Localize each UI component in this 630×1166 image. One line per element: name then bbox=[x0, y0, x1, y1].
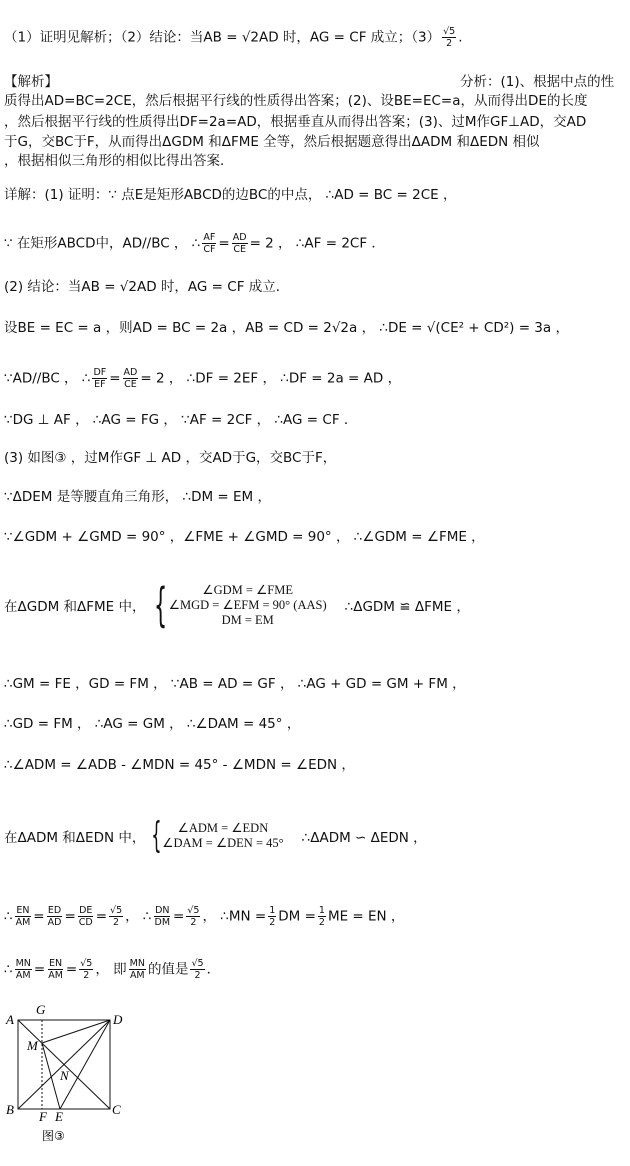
segment-md bbox=[42, 1020, 110, 1043]
answer-line: （1）证明见解析；（2）结论：当AB = √2AD 时，AG = CF 成立；（3） $\frac{√5}{2}$ . bbox=[4, 26, 463, 49]
label-a: A bbox=[6, 1012, 14, 1027]
detail-line-16: ∴ $\frac{MN}{AM}$ = $\frac{EN}{AM}$ = $\frac{√5}{2}$ ， 即 $\frac{MN}{AM}$ 的值是 $\frac{√5}{2}$ ． bbox=[4, 958, 221, 981]
analysis-line-0: 分析：(1)、根据中点的性 bbox=[460, 74, 615, 90]
analysis-line-1: 质得出AD=BC=2CE，然后根据平行线的性质得出答案；(2)、设BE=EC=a，从而得出DE的长度 bbox=[4, 93, 588, 109]
detail-line-13: ∴∠ADM = ∠ADB - ∠MDN = 45° - ∠MDN = ∠EDN ， bbox=[4, 757, 355, 773]
label-c: C bbox=[112, 1102, 121, 1117]
segment-me bbox=[42, 1043, 60, 1109]
answer-fraction: $\frac{√5}{2}$ bbox=[443, 26, 456, 49]
detail-line-3: (2) 结论：当AB = √2AD 时，AG = CF 成立． bbox=[4, 279, 290, 295]
label-g: G bbox=[36, 1002, 46, 1017]
label-b: B bbox=[6, 1102, 14, 1117]
label-m: M bbox=[27, 1038, 38, 1053]
analysis-line-2: ，然后根据平行线的性质得出DF=2a=AD，根据垂直从而得出答案；(3)、过M作GF⊥AD，交AD bbox=[4, 114, 587, 130]
detail-line-10: 在ΔGDM 和ΔFME 中， { ∠GDM = ∠FME ∠MGD = ∠EFM = 90° (AAS) DM = EM ∴ΔGDM ≌ ΔFME ， bbox=[4, 578, 470, 632]
label-f: F bbox=[39, 1109, 47, 1124]
detail-line-2: ∵ 在矩形ABCD中，AD//BC ， ∴ $\frac{AF}{CF}$ = $\frac{AD}{CE}$ = 2 ， ∴AF = 2CF ． bbox=[4, 232, 385, 255]
similarity-conditions: ∠ADM = ∠EDN ∠DAM = ∠DEN = 45° bbox=[162, 821, 284, 850]
figure-caption: 图③ bbox=[42, 1129, 65, 1143]
detail-line-14: 在ΔADM 和ΔEDN 中， { ∠ADM = ∠EDN ∠DAM = ∠DEN = 45° ∴ΔADM ∽ ΔEDN ， bbox=[4, 815, 427, 856]
label-d: D bbox=[113, 1012, 123, 1027]
detail-line-1: 详解：(1) 证明：∵ 点E是矩形ABCD的边BC的中点， ∴AD = BC = 2CE ， bbox=[4, 187, 457, 203]
geometry-figure bbox=[0, 1000, 140, 1166]
analysis-heading: 【解析】 bbox=[4, 74, 58, 90]
detail-line-6: ∵DG ⊥ AF ， ∴AG = FG ， ∵AF = 2CF ， ∴AG = CF ． bbox=[4, 412, 358, 428]
analysis-line-3: 于G，交BC于F，从而得出ΔGDM 和ΔFME 全等，然后根据题意得出ΔADM 和ΔEDN 相似 bbox=[4, 134, 540, 150]
detail-line-15: ∴ $\frac{EN}{AM}$ = $\frac{ED}{AD}$ = $\frac{DE}{CD}$ = $\frac{√5}{2}$ ， ∴ $\frac{DN}{DM}$ = $\frac{√5}{2}$ ， ∴MN = $\frac{1}{2}$ DM = $\frac{1}{2}$ ME = EN ， bbox=[4, 905, 405, 928]
label-n: N bbox=[60, 1068, 69, 1083]
label-e: E bbox=[55, 1109, 63, 1124]
detail-line-12: ∴GD = FM ， ∴AG = GM ， ∴∠DAM = 45° ， bbox=[4, 716, 301, 732]
congruence-conditions: ∠GDM = ∠FME ∠MGD = ∠EFM = 90° (AAS) DM = EM bbox=[168, 582, 327, 627]
detail-line-9: ∵∠GDM + ∠GMD = 90° ，∠FME + ∠GMD = 90° ， ∴∠GDM = ∠FME ， bbox=[4, 529, 485, 545]
analysis-line-4: ，根据相似三角形的相似比得出答案． bbox=[4, 153, 234, 169]
answer-text: （1）证明见解析；（2）结论：当AB = √2AD 时，AG = CF 成立；（3） bbox=[4, 29, 441, 46]
detail-line-4: 设BE = EC = a ，则AD = BC = 2a ，AB = CD = 2√2a ， ∴DE = √(CE² + CD²) = 3a ， bbox=[4, 320, 569, 336]
detail-line-8: ∵ΔDEM 是等腰直角三角形， ∴DM = EM ， bbox=[4, 489, 271, 505]
detail-line-7: (3) 如图③ ，过M作GF ⊥ AD ，交AD于G，交BC于F， bbox=[4, 450, 337, 466]
segment-ed bbox=[60, 1020, 110, 1109]
detail-line-11: ∴GM = FE ，GD = FM ， ∵AB = AD = GF ， ∴AG + GD = GM + FM ， bbox=[4, 676, 466, 692]
detail-line-5: ∵AD//BC ， ∴ $\frac{DF}{EF}$ = $\frac{AD}{CE}$ = 2 ， ∴DF = 2EF ， ∴DF = 2a = AD ， bbox=[4, 367, 402, 390]
